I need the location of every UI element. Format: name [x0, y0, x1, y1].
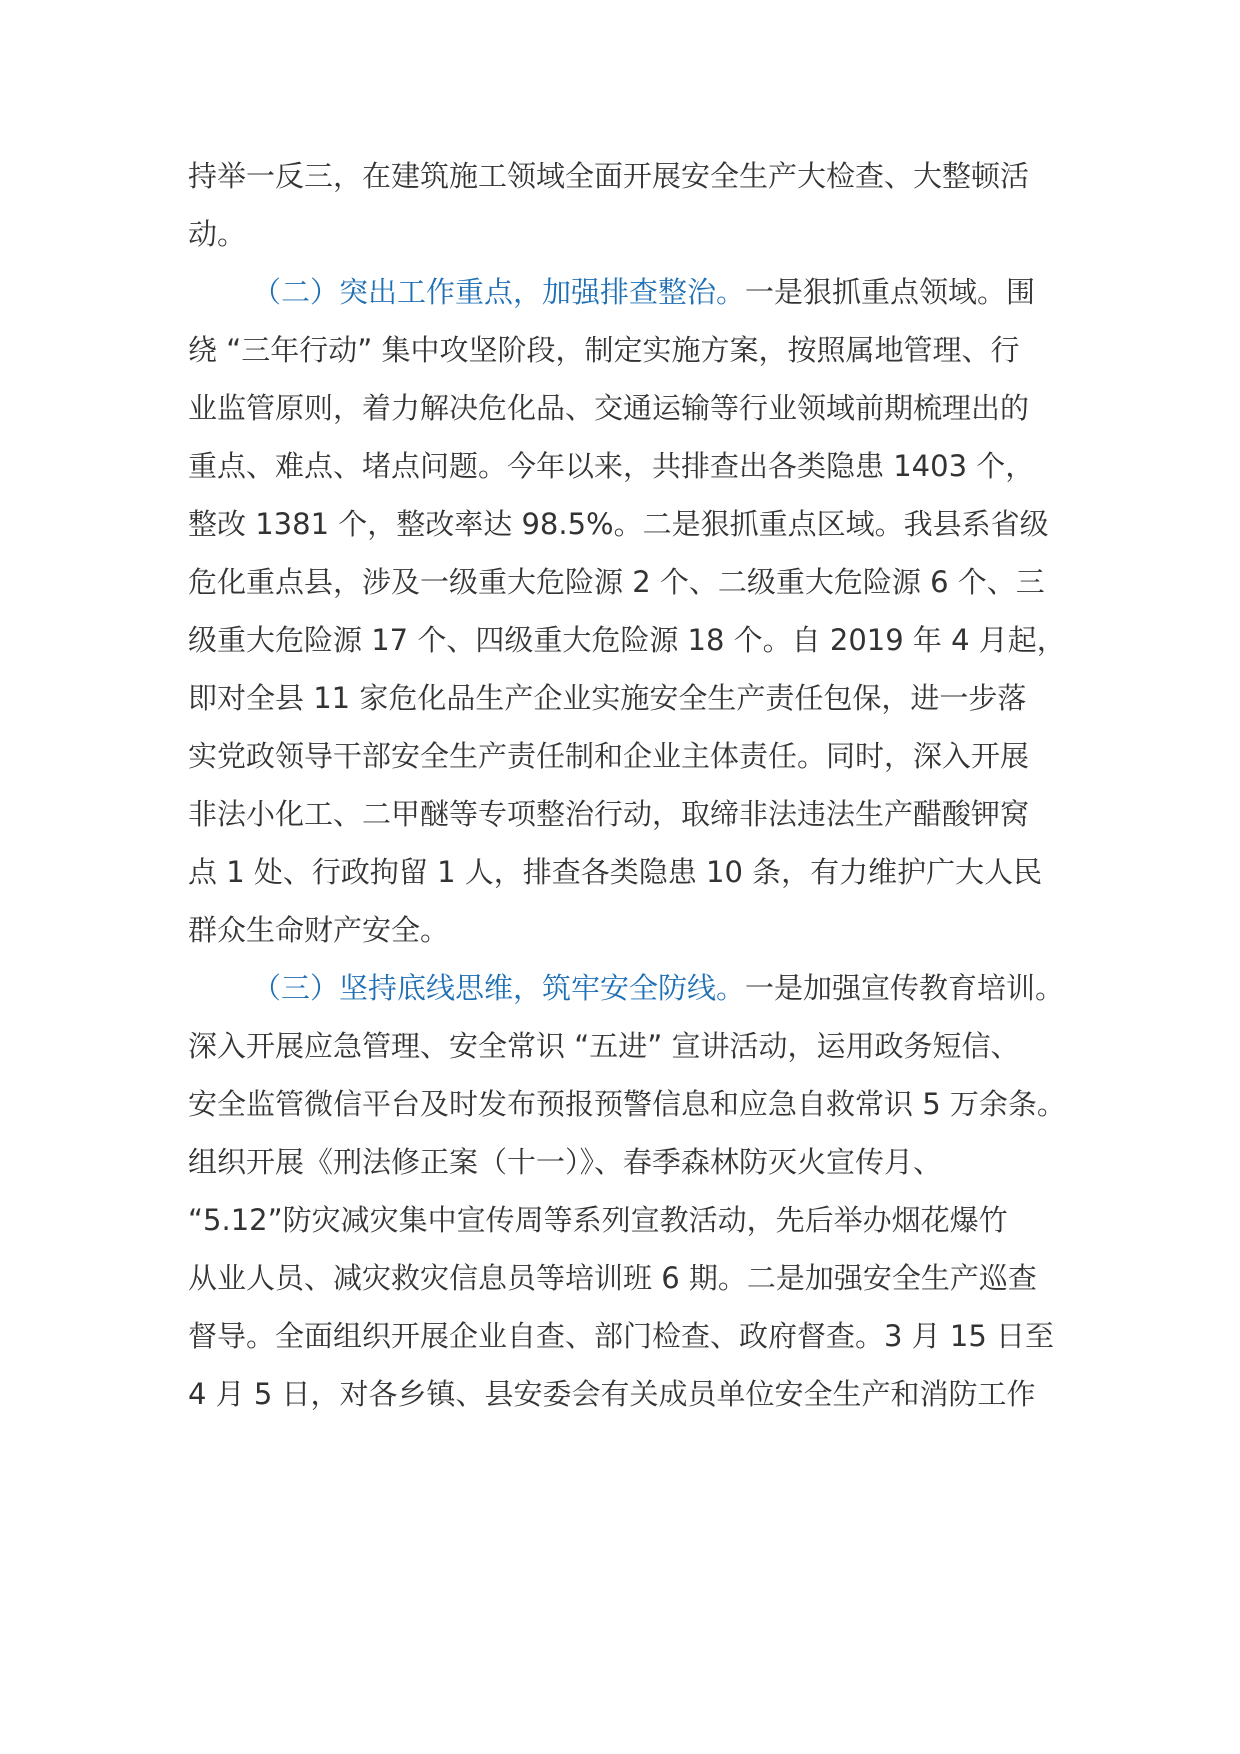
section-heading: （三）坚持底线思维，筑牢安全防线。 [252, 971, 746, 1005]
paragraph-line: 即对全县 11 家危化品生产企业实施安全生产责任包保，进一步落 [188, 681, 1027, 715]
paragraph-line: 危化重点县，涉及一级重大危险源 2 个、二级重大危险源 6 个、三 [188, 565, 1045, 599]
paragraph-line: 持举一反三，在建筑施工领域全面开展安全生产大检查、大整顿活 [188, 159, 1030, 193]
paragraph-line: 整改 1381 个，整改率达 98.5%。二是狠抓重点区域。我县系省级 [188, 507, 1049, 541]
paragraph-line: “5.12”防灾减灾集中宣传周等系列宣教活动，先后举办烟花爆竹 [188, 1203, 1008, 1237]
paragraph-text: 一是加强宣传教育培训。 [745, 971, 1065, 1005]
paragraph-line: 绕 “三年行动” 集中攻坚阶段，制定实施方案，按照属地管理、行 [188, 333, 1020, 367]
paragraph-line: 级重大危险源 17 个、四级重大危险源 18 个。自 2019 年 4 月起， [188, 623, 1066, 657]
paragraph-line: 动。 [188, 217, 247, 251]
section-2-first-line [252, 272, 1035, 312]
paragraph-line: 群众生命财产安全。 [188, 913, 450, 947]
paragraph-line: 实党政领导干部安全生产责任制和企业主体责任。同时，深入开展 [188, 739, 1030, 773]
paragraph-line: 从业人员、减灾救灾信息员等培训班 6 期。二是加强安全生产巡查 [188, 1261, 1037, 1295]
paragraph-text: 一是狠抓重点领域。围 [745, 275, 1036, 309]
paragraph-line: 安全监管微信平台及时发布预报预警信息和应急自救常识 5 万余条。 [188, 1087, 1066, 1121]
paragraph-line: 组织开展《刑法修正案（十一）》、春季森林防灭火宣传月、 [188, 1145, 943, 1179]
paragraph-line: 深入开展应急管理、安全常识 “五进” 宣讲活动，运用政务短信、 [188, 1029, 1020, 1063]
paragraph-line: 督导。全面组织开展企业自查、部门检查、政府督查。3 月 15 日至 [188, 1319, 1055, 1353]
paragraph-line: 业监管原则，着力解决危化品、交通运输等行业领域前期梳理出的 [188, 391, 1030, 425]
paragraph-line: 4 月 5 日，对各乡镇、县安委会有关成员单位安全生产和消防工作 [188, 1377, 1036, 1411]
paragraph-line: 点 1 处、行政拘留 1 人，排查各类隐患 10 条，有力维护广大人民 [188, 855, 1043, 889]
paragraph-line: 非法小化工、二甲醚等专项整治行动，取缔非法违法生产醋酸钾窝 [188, 797, 1030, 831]
section-heading: （二）突出工作重点，加强排查整治。 [252, 275, 746, 309]
paragraph-line: 重点、难点、堵点问题。今年以来，共排查出各类隐患 1403 个， [188, 449, 1035, 483]
section-3-first-line [252, 968, 1064, 1008]
